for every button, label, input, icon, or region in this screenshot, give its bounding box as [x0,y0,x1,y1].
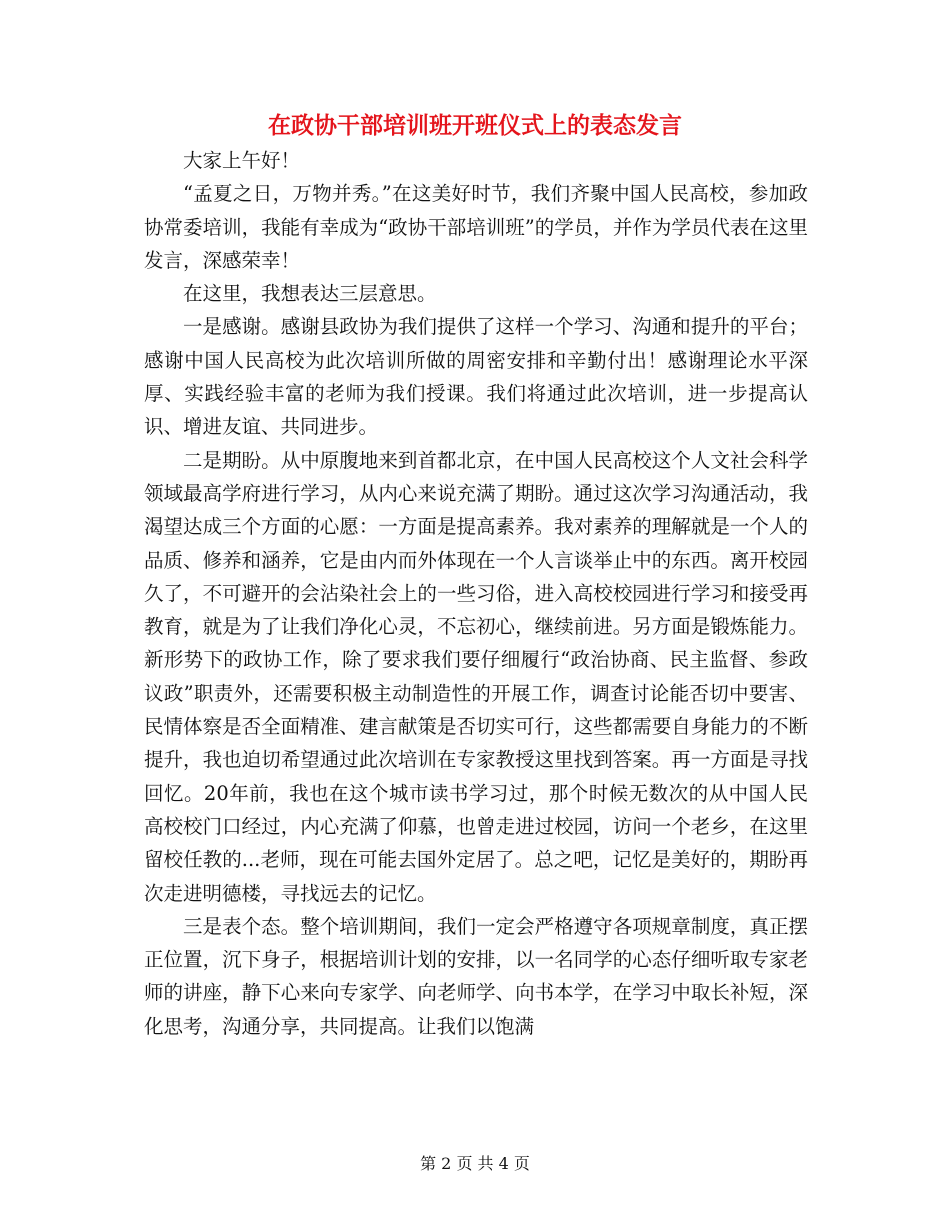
page-footer [0,1152,950,1176]
gratitude-paragraph: 一是感谢。感谢县政协为我们提供了这样一个学习、沟通和提升的平台；感谢中国人民高校为此次培训所做的周密安排和辛勤付出！感谢理论水平深厚、实践经验丰富的老师为我们授课。我们将通过此次培训，进一步提高认识、增进友谊、共同进步。 [144,315,808,439]
opening-paragraph: “孟夏之日，万物并秀。”在这美好时节，我们齐聚中国人民高校，参加政协常委培训，我能有幸成为“政协干部培训班”的学员，并作为学员代表在这里发言，深感荣幸！ [144,182,808,272]
document-body [144,144,808,1043]
greeting-paragraph: 大家上午好！ [183,149,301,172]
intro-paragraph: 在这里，我想表达三层意思。 [183,282,437,306]
document-title: 在政协干部培训班开班仪式上的表态发言 [268,112,682,139]
commitment-paragraph: 三是表个态。整个培训期间，我们一定会严格遵守各项规章制度，真正摆正位置，沉下身子，根据培训计划的安排，以一名同学的心态仔细听取专家老师的讲座，静下心来向专家学、向老师学、向书本学，在学习中取长补短，深化思考，沟通分享，共同提高。让我们以饱满 [144,914,808,1038]
page-number: 第 2 页 共 4 页 [420,1154,530,1173]
expectation-paragraph: 二是期盼。从中原腹地来到首都北京，在中国人民高校这个人文社会科学领域最高学府进行学习，从内心来说充满了期盼。通过这次学习沟通活动，我渴望达成三个方面的心愿：一方面是提高素养。我对素养的理解就是一个人的品质、修养和涵养，它是由内而外体现在一个人言谈举止中的东西。离开校园久了，不可避开的会沾染社会上的一些习俗，进入高校校园进行学习和接受再教育，就是为了让我们净化心灵，不忘初心，继续前进。另方面是锻炼能力。新形势下的政协工作，除了要求我们要仔细履行“政治协商、民主监督、参政议政”职责外，还需要积极主动制造性的开展工作，调查讨论能否切中要害、民情体察是否全面精准、建言献策是否切实可行，这些都需要自身能力的不断提升，我也迫切希望通过此次培训在专家教授这里找到答案。再一方面是寻找回忆。20年前，我也在这个城市读书学习过，那个时候无数次的从中国人民高校校门口经过，内心充满了仰慕，也曾走进过校园，访问一个老乡，在这里留校任教的...老师，现在可能去国外定居了。总之吧，记忆是美好的，期盼再次走进明德楼，寻找远去的记忆。 [144,448,808,905]
